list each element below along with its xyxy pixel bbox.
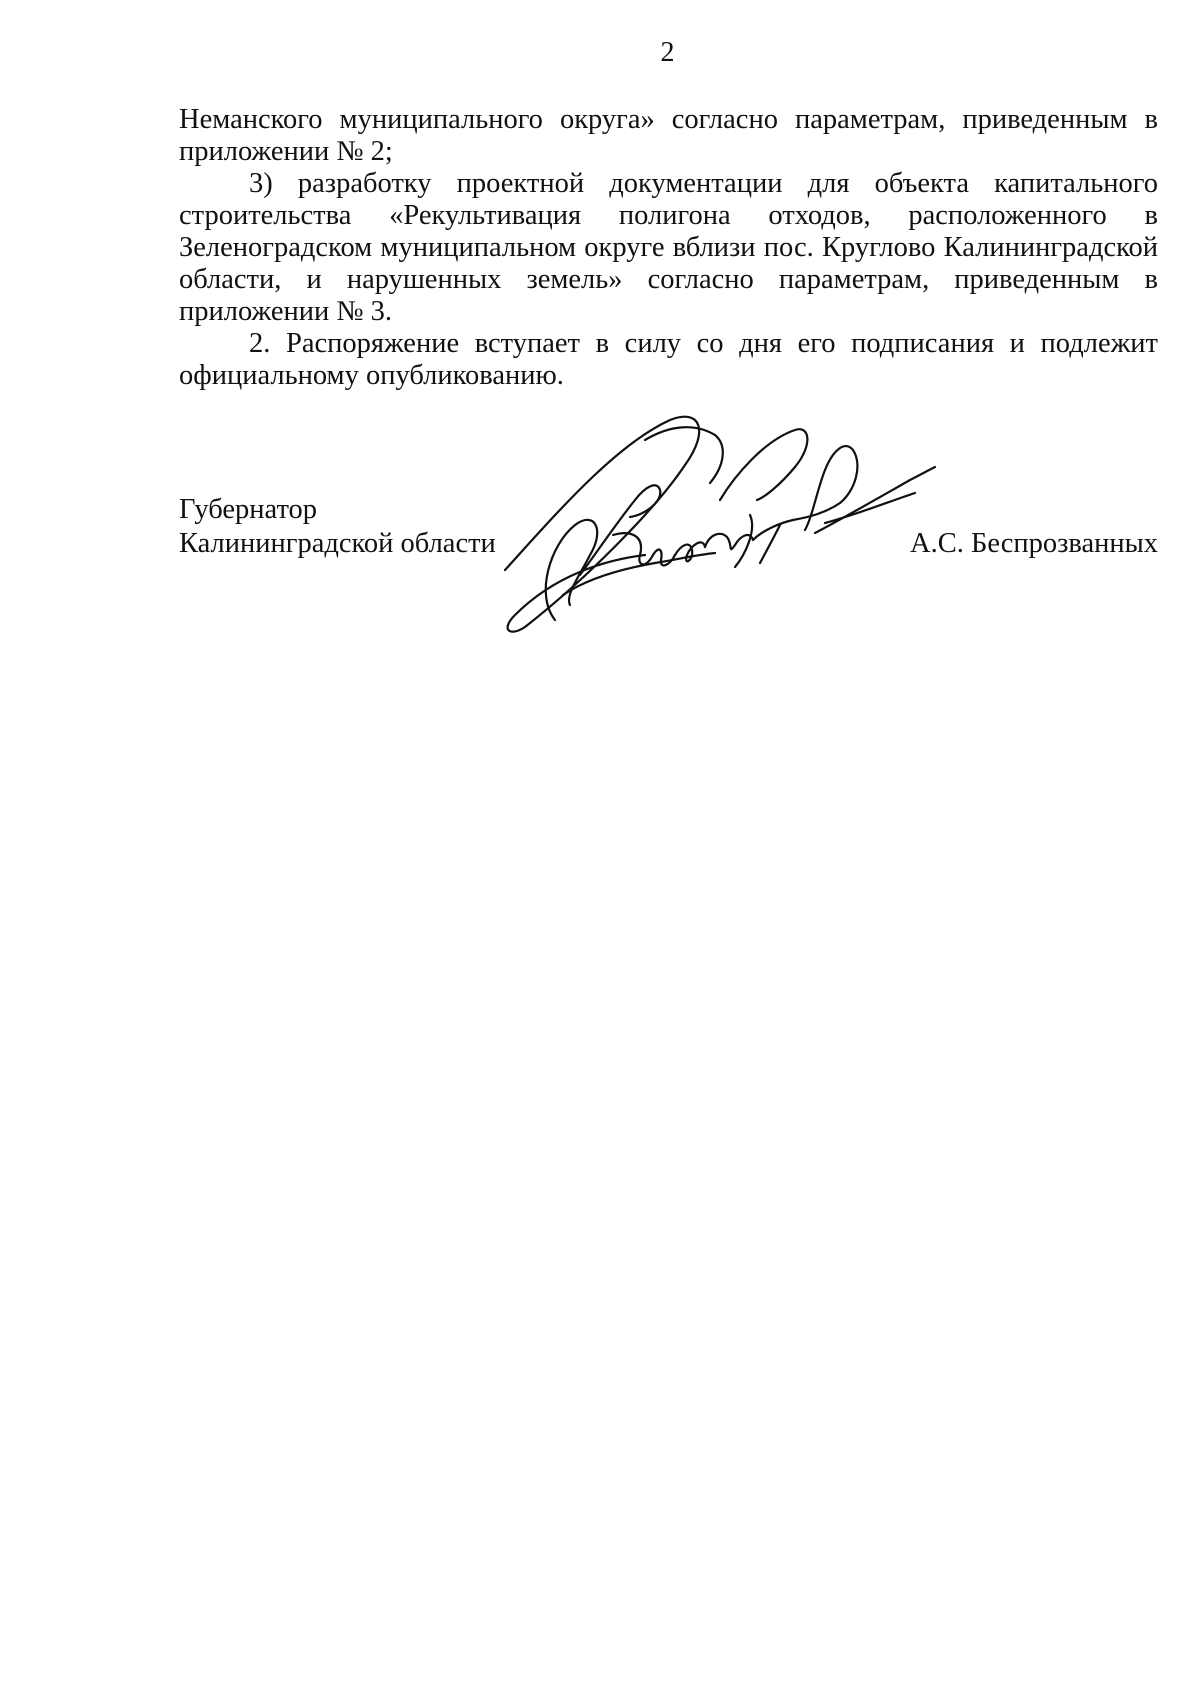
paragraph-continuation: Неманского муниципального округа» согласно параметрам, приведенным в приложении № 2; bbox=[179, 104, 1158, 167]
paragraph-clause-2: 2. Распоряжение вступает в силу со дня его подписания и подлежит официальному опубликованию. bbox=[179, 328, 1158, 391]
signatory-position-line2: Калининградской области bbox=[179, 528, 496, 559]
document-body bbox=[179, 104, 1158, 392]
signatory-name: А.С. Беспрозванных bbox=[910, 528, 1158, 559]
page-number: 2 bbox=[660, 37, 675, 68]
signatory-position-line1: Губернатор bbox=[179, 494, 318, 525]
handwritten-signature bbox=[495, 405, 955, 640]
paragraph-item-3: 3) разработку проектной документации для объекта капитального строительства «Рекультивация полигона отходов, расположенного в Зеленоградском муниципальном округе вблизи пос. Круглово Калининградской области, и нарушенных земель» согласно параметрам, приведенным в приложении № 3. bbox=[179, 168, 1158, 327]
